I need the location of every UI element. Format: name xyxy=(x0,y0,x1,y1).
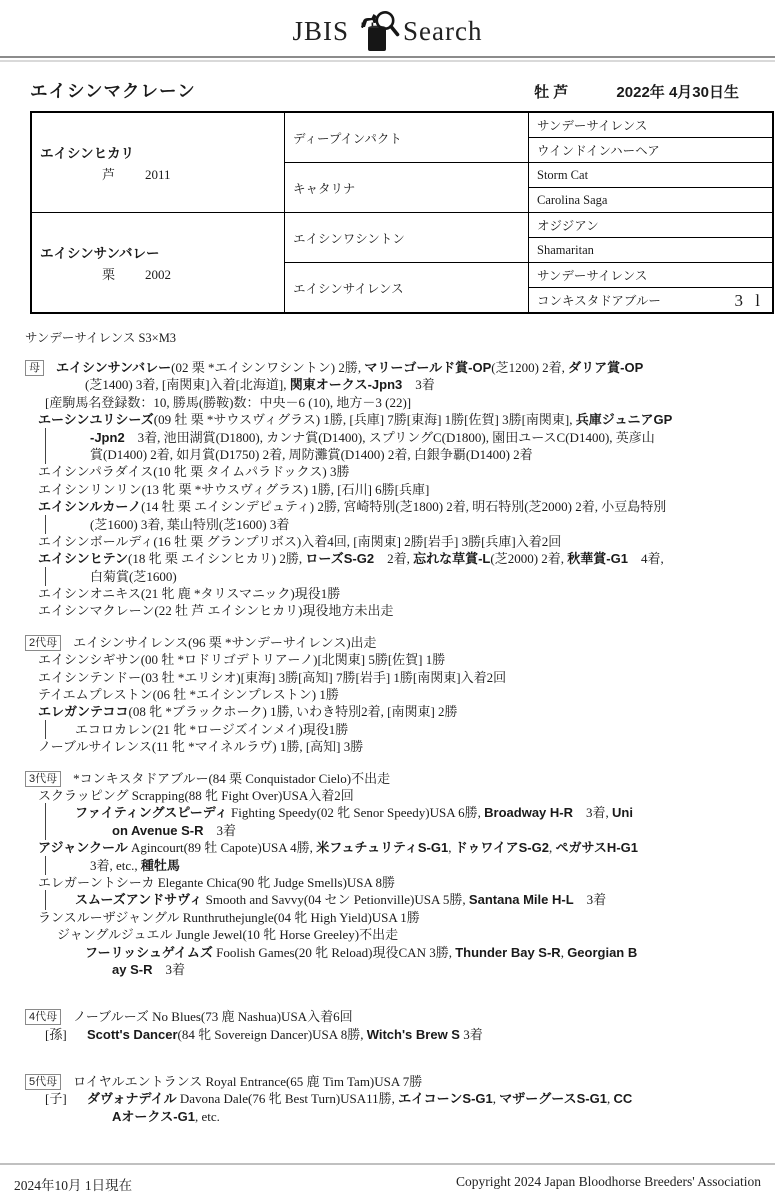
race-name: ドゥワイアS-G2 xyxy=(454,840,549,856)
pedigree-line xyxy=(25,926,750,943)
text-segment: Agincourt(89 牡 Capote)USA 4勝, xyxy=(127,840,317,856)
text-segment: ロイヤルエントランス Royal Entrance(65 鹿 Tim Tam)USA 7勝 xyxy=(73,1074,423,1090)
ancestor-cell: キャタリナ xyxy=(285,163,529,213)
horse-name: エイシンサンバレー xyxy=(56,360,172,375)
text-segment: 賞(D1400) 2着, 如月賞(D1750) 2着, 周防灘賞(D1400) 2着, 白銀争覇(D1400) 2着 xyxy=(90,446,533,462)
logo-text-jbis: JBIS xyxy=(292,15,350,46)
pedigree-line xyxy=(25,857,750,874)
race-name: Witch's Brew S xyxy=(366,1026,460,1042)
race-name: ペガサスH-G1 xyxy=(555,840,638,856)
race-name: マリーゴールド賞-OP xyxy=(364,360,492,375)
pedigree-line xyxy=(25,376,750,393)
pedigree-line xyxy=(25,787,750,804)
text-segment: 3着 xyxy=(402,377,435,393)
text-segment: 3着 xyxy=(152,961,185,977)
dam-coat-year xyxy=(40,264,284,283)
text-segment: ランスルーザジャングル Runthruthejungle(04 牝 High Yield)USA 1勝 xyxy=(38,909,420,925)
pedigree-line xyxy=(25,481,750,498)
pedigree-line xyxy=(25,1008,750,1025)
ancestor-cell: サンデーサイレンス xyxy=(529,263,774,288)
pedigree-table xyxy=(30,111,774,314)
text-segment: *コンキスタドアブルー(84 栗 Conquistador Cielo)不出走 xyxy=(73,770,391,786)
pedigree-line xyxy=(25,1073,750,1090)
pedigree-line xyxy=(25,463,750,480)
pedigree-line xyxy=(25,602,750,619)
race-name: エイコーンS-G1 xyxy=(398,1091,493,1107)
page-title: エイシンマクレーン xyxy=(30,81,196,101)
text-segment: エイシンサイレンス(96 栗 *サンデーサイレンス)出走 xyxy=(73,634,377,650)
text-segment: 4着, xyxy=(627,551,664,567)
text-segment: 3着 xyxy=(459,1026,483,1042)
pedigree-line xyxy=(25,516,750,533)
race-name: Thunder Bay S-R xyxy=(455,944,561,960)
pedigree-line xyxy=(25,568,750,585)
family-number: 3 l xyxy=(734,291,764,310)
text-segment: エイシンテンドー(03 牡 *エリシオ)[東海] 3勝[高知] 7勝[岩手] 1勝[南関東]入着2回 xyxy=(38,669,507,685)
text-segment: (芝1400) 3着, [南関東]入着[北海道], xyxy=(85,377,290,393)
horse-name: スムーズアンドサヴィ xyxy=(75,892,203,908)
year-label: 2002 xyxy=(145,267,172,282)
text-segment: Foolish Games(20 牝 Reload)現役CAN 3勝, xyxy=(212,944,456,960)
text-segment: 3着 xyxy=(573,892,607,908)
horse-name: ダヴォナデイル xyxy=(87,1091,177,1107)
ancestor-cell: ウインドインハーヘア xyxy=(529,138,774,163)
horse-name: エレガンテココ xyxy=(38,704,129,720)
horse-magnifier-icon xyxy=(355,9,401,58)
pedigree-line xyxy=(25,822,750,839)
coat-label: 芦 xyxy=(102,167,116,182)
text-segment: 3着 xyxy=(203,822,237,838)
family-section-dam xyxy=(25,359,750,620)
pedigree-line xyxy=(25,891,750,908)
text-segment: エコロカレン(21 牝 *ロージズインメイ)現役1勝 xyxy=(75,721,349,737)
pedigree-line xyxy=(25,738,750,755)
horse-name: Scott's Dancer xyxy=(87,1026,178,1042)
text-segment: 3着, 池田湖賞(D1800), カンナ賞(D1400), スプリングC(D1800), 園田ユースC(D1400), 英彦山 xyxy=(124,429,655,445)
ancestor-name: コンキスタドアブルー xyxy=(537,294,661,308)
pedigree-line xyxy=(25,686,750,703)
race-name: ダリア賞-OP xyxy=(568,360,644,375)
generation-label: 2代母 xyxy=(25,635,61,651)
pedigree-line xyxy=(25,944,750,961)
text-segment: (芝1200) 2着, xyxy=(491,360,569,375)
inbreeding-note: サンデーサイレンス S3×M3 xyxy=(25,331,177,345)
pedigree-line xyxy=(25,651,750,668)
family-section-granddam xyxy=(25,634,750,756)
text-segment: ノーブルーズ No Blues(73 鹿 Nashua)USA入着6回 xyxy=(73,1009,353,1025)
pedigree-line xyxy=(25,804,750,821)
ancestor-cell: オジジアン xyxy=(529,213,774,238)
text-segment: 3着, etc., xyxy=(90,857,141,873)
text-segment: エイシンパラダイス(10 牝 栗 タイムパラドックス) 3勝 xyxy=(38,464,350,480)
race-name: マザーグースS-G1 xyxy=(499,1091,607,1107)
race-name: on Avenue S-R xyxy=(112,822,204,838)
data-as-of-date: 2024年10月 1日現在 xyxy=(14,1178,133,1193)
generation-label: 5代母 xyxy=(25,1074,61,1090)
sire-name: エイシンヒカリ xyxy=(40,146,135,161)
coat-label: 栗 xyxy=(102,267,116,282)
race-name: Uni xyxy=(612,805,633,821)
generation-label: 母 xyxy=(25,360,44,376)
birth-date: 2022年 4月30日生 xyxy=(616,84,739,101)
text-segment: (08 牝 *ブラックホーク) 1勝, いわき特別2着, [南関東] 2勝 xyxy=(128,704,458,720)
race-name: Broadway H-R xyxy=(484,805,574,821)
pedigree-line xyxy=(25,446,750,463)
text-segment: Davona Dale(76 牝 Best Turn)USA11勝, xyxy=(176,1091,399,1107)
horse-name: エイシンヒテン xyxy=(38,551,129,567)
ancestor-cell: Carolina Saga xyxy=(529,188,774,213)
race-name: 種牡馬 xyxy=(140,857,180,873)
text-segment: , xyxy=(492,1091,500,1107)
family-tree xyxy=(25,359,750,1125)
text-segment: エイシンオニキス(21 牝 鹿 *タリスマニック)現役1勝 xyxy=(38,586,341,602)
page-footer xyxy=(0,1163,775,1194)
text-segment: ノーブルサイレンス(11 牝 *マイネルラヴ) 1勝, [高知] 3勝 xyxy=(38,739,364,755)
text-segment: , xyxy=(548,840,556,856)
race-name: CC xyxy=(613,1091,633,1107)
pedigree-line xyxy=(25,839,750,856)
ancestor-cell-sire xyxy=(31,112,285,213)
pedigree-line xyxy=(25,669,750,686)
sire-coat-year xyxy=(40,164,284,183)
pedigree-line xyxy=(25,961,750,978)
ancestor-cell: Shamaritan xyxy=(529,238,774,263)
text-segment: (84 牝 Sovereign Dancer)USA 8勝, xyxy=(177,1026,367,1042)
pedigree-line xyxy=(25,909,750,926)
horse-name: エーシンユリシーズ xyxy=(38,412,154,428)
pedigree-line xyxy=(25,1108,750,1125)
race-name: Santana Mile H-L xyxy=(468,892,574,908)
horse-attributes xyxy=(534,81,745,102)
pedigree-line xyxy=(25,1026,750,1043)
horse-name: エイシンルカーノ xyxy=(38,499,142,515)
race-name: ローズS-G2 xyxy=(305,551,375,567)
race-name: 忘れな草賞-L xyxy=(413,551,491,567)
race-name: 関東オークス-Jpn3 xyxy=(289,377,403,393)
ancestor-cell-dam xyxy=(31,213,285,314)
family-section-fifth-dam xyxy=(25,1073,750,1125)
text-segment: , xyxy=(606,1091,614,1107)
text-segment: エイシンボールディ(16 牡 栗 グランプリボス)入着4回, [南関東] 2勝[岩手] 3勝[兵庫]入着2回 xyxy=(38,533,562,549)
text-segment: (02 栗 *エイシンワシントン) 2勝, xyxy=(171,360,365,375)
family-section-fourth-dam xyxy=(25,1008,750,1043)
pedigree-line xyxy=(25,359,750,376)
race-name: 兵庫ジュニアGP xyxy=(575,412,673,428)
race-name: Aオークス-G1 xyxy=(112,1108,195,1124)
text-segment: スクラッピング Scrapping(88 牝 Fight Over)USA入着2回 xyxy=(38,787,354,803)
pedigree-line xyxy=(25,533,750,550)
ancestor-cell: エイシンワシントン xyxy=(285,213,529,263)
sex-coat: 牡 芦 xyxy=(534,84,569,101)
text-segment: , xyxy=(448,840,455,856)
text-segment: Smooth and Savvy(04 セン Petionville)USA 5勝, xyxy=(202,892,469,908)
pedigree-line xyxy=(25,585,750,602)
copyright-text: Copyright 2024 Japan Bloodhorse Breeders' Association xyxy=(455,1174,761,1189)
text-segment: 2着, xyxy=(374,551,414,567)
ancestor-cell: Storm Cat xyxy=(529,163,774,188)
title-bar xyxy=(30,78,745,103)
pedigree-line xyxy=(25,634,750,651)
race-name: Georgian B xyxy=(567,944,638,960)
text-segment: エレガーントシーカ Elegante Chica(90 牝 Judge Smells)USA 8勝 xyxy=(38,874,395,890)
pedigree-line xyxy=(25,703,750,720)
year-label: 2011 xyxy=(145,167,171,182)
pedigree-line xyxy=(25,411,750,428)
text-segment: テイエムプレストン(06 牡 *エイシンプレストン) 1勝 xyxy=(38,687,339,703)
text-segment: エイシンリンリン(13 牝 栗 *サウスヴィグラス) 1勝, [石川] 6勝[兵庫] xyxy=(38,481,430,497)
ancestor-cell-with-family-number xyxy=(529,288,774,314)
pedigree-line xyxy=(25,721,750,738)
pedigree-line xyxy=(25,1090,750,1107)
text-segment: Fighting Speedy(02 牝 Senor Speedy)USA 6勝, xyxy=(227,805,485,821)
text-segment: エイシンシギサン(00 牡 *ロドリゴデトリアーノ)[北関東] 5勝[佐賀] 1勝 xyxy=(38,652,446,668)
pedigree-line xyxy=(25,498,750,515)
text-segment: , etc. xyxy=(194,1108,220,1124)
ancestor-cell: サンデーサイレンス xyxy=(529,112,774,138)
dam-name: エイシンサンバレー xyxy=(40,246,160,261)
text-segment: (09 牡 栗 *サウスヴィグラス) 1勝, [兵庫] 7勝[東海] 1勝[佐賀] 3勝[南関東], xyxy=(153,412,576,428)
text-segment: (14 牡 栗 エイシンデピュティ) 2勝, 宮崎特別(芝1800) 2着, 明石特別(芝2000) 2着, 小豆島特別 xyxy=(141,499,667,515)
family-section-third-dam xyxy=(25,770,750,979)
text-segment: (18 牝 栗 エイシンヒカリ) 2勝, xyxy=(128,551,306,567)
text-segment: [産駒馬名登録数：10, 勝馬(勝鞍)数：中央－6 (10), 地方－3 (22)] xyxy=(45,394,412,410)
text-segment: 3着, xyxy=(573,805,613,821)
race-name: -Jpn2 xyxy=(90,429,125,445)
horse-name: ファイティングスピーディ xyxy=(75,805,228,821)
ancestor-cell: ディープインパクト xyxy=(285,112,529,163)
race-name: ay S-R xyxy=(112,961,153,977)
horse-name: アジャンクール xyxy=(38,840,128,856)
pedigree-line xyxy=(25,770,750,787)
race-name: 秋華賞-G1 xyxy=(567,551,628,567)
relation-label: [子] xyxy=(45,1091,67,1107)
ancestor-cell: エイシンサイレンス xyxy=(285,263,529,314)
text-segment: (芝2000) 2着, xyxy=(490,551,568,567)
pedigree-line xyxy=(25,394,750,411)
logo-text-search: Search xyxy=(403,15,483,46)
generation-label: 4代母 xyxy=(25,1009,61,1025)
text-segment: , xyxy=(560,944,568,960)
race-name: 米フュチュリティS-G1 xyxy=(316,840,449,856)
text-segment: (芝1600) 3着, 葉山特別(芝1600) 3着 xyxy=(90,516,290,532)
pedigree-line xyxy=(25,874,750,891)
pedigree-line xyxy=(25,550,750,567)
relation-label: [孫] xyxy=(45,1026,67,1042)
pedigree-line xyxy=(25,429,750,446)
text-segment: 白菊賞(芝1600) xyxy=(90,568,177,584)
footer-divider xyxy=(0,1163,775,1165)
horse-name: フーリッシュゲイムズ xyxy=(85,944,213,960)
text-segment: ジャングルジュエル Jungle Jewel(10 牝 Horse Greeley)不出走 xyxy=(57,927,399,943)
generation-label: 3代母 xyxy=(25,771,61,787)
text-segment: エイシンマクレーン(22 牡 芦 エイシンヒカリ)現役地方未出走 xyxy=(38,603,394,619)
jbis-search-logo[interactable] xyxy=(0,0,775,55)
